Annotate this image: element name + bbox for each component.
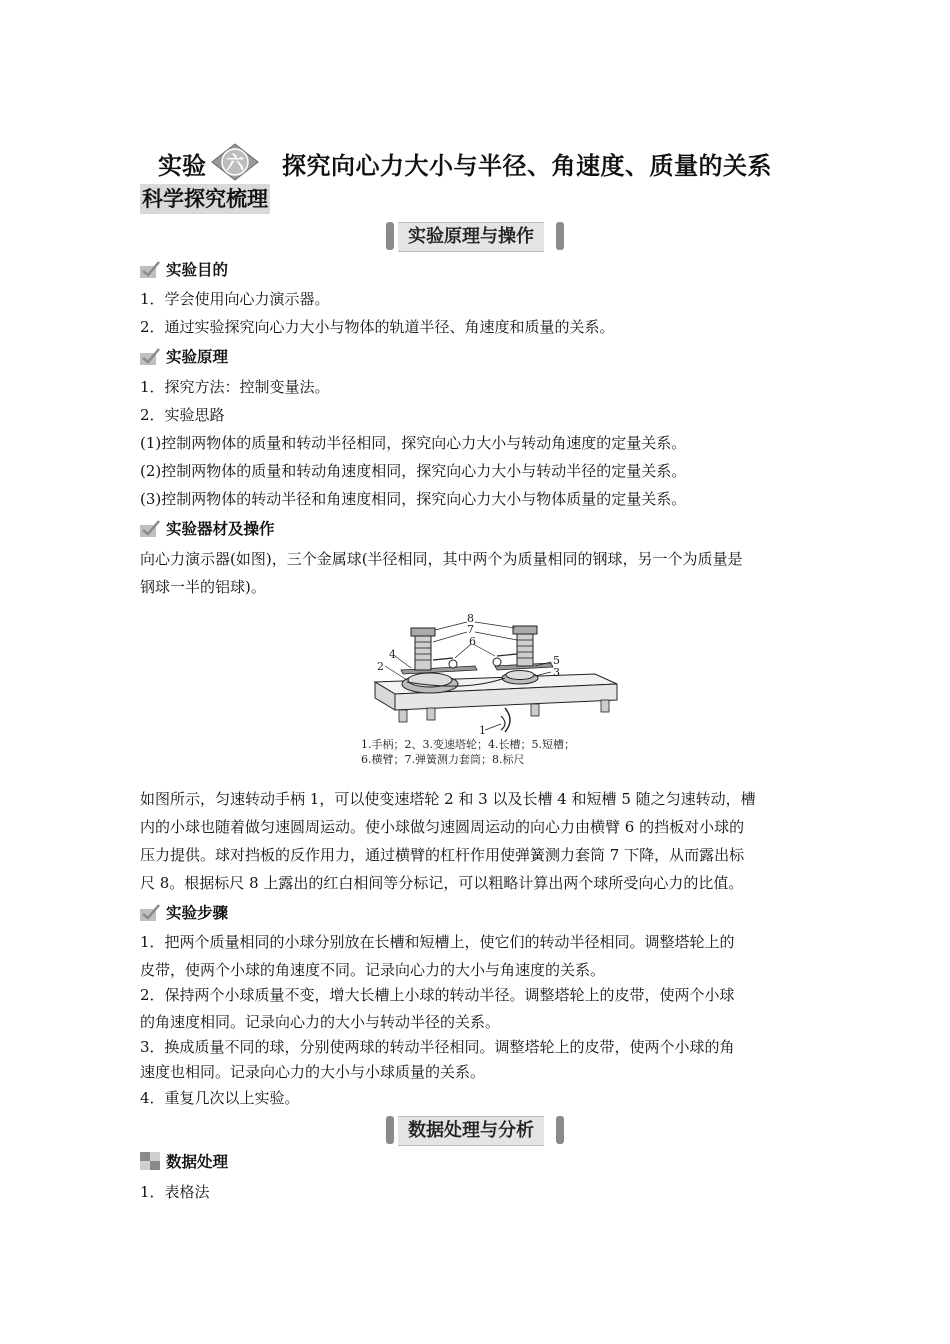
experiment-number-badge (210, 142, 260, 182)
label-3: 3 (553, 666, 560, 679)
purpose-item: 1．学会使用向心力演示器。 (140, 290, 330, 308)
description-line: 内的小球也随着做匀速圆周运动。使小球做匀速圆周运动的向心力由横臂 6 的挡板对小球的 (140, 818, 745, 836)
banner-right-bar (556, 1116, 564, 1144)
data-processing-item: 1．表格法 (140, 1183, 210, 1201)
centripetal-force-apparatus-figure (355, 612, 635, 772)
description-line: 尺 8。根据标尺 8 上露出的红白相间等分标记，可以粗略计算出两个球所受向心力的比值。 (140, 874, 744, 892)
banner-data-analysis (386, 1116, 566, 1144)
step-line: 2．保持两个小球质量不变，增大长槽上小球的转动半径。调整塔轮上的皮带，使两个小球 (140, 986, 735, 1004)
label-1: 1 (479, 724, 486, 737)
subheading-label: 实验原理 (166, 348, 229, 366)
title-row (158, 142, 858, 182)
principle-item: (3)控制两物体的转动半径和角速度相同，探究向心力大小与物体质量的定量关系。 (140, 490, 687, 508)
figure-caption-line2: 6.横臂；7.弹簧测力套筒；8.标尺 (361, 753, 525, 766)
description-line: 压力提供。球对挡板的反作用力，通过横臂的杠杆作用使弹簧测力套筒 7 下降，从而露出标 (140, 846, 745, 864)
purpose-item: 2．通过实验探究向心力大小与物体的轨道半径、角速度和质量的关系。 (140, 318, 615, 336)
subheading-label: 实验器材及操作 (166, 520, 275, 538)
subheading-principle (140, 344, 228, 368)
title-prefix: 实验 (158, 152, 206, 180)
principle-item: 1．探究方法：控制变量法。 (140, 378, 330, 396)
figure-caption-line1: 1.手柄；2、3.变速塔轮；4.长槽；5.短槽； (361, 738, 575, 751)
section-heading: 科学探究梳理 (140, 184, 270, 214)
banner-label: 数据处理与分析 (398, 1116, 544, 1146)
banner-left-bar (386, 1116, 394, 1144)
step-line: 的角速度相同。记录向心力的大小与转动半径的关系。 (140, 1013, 501, 1031)
label-6: 6 (469, 635, 476, 648)
square-block-icon (140, 1152, 160, 1170)
principle-item: (1)控制两物体的质量和转动半径相同，探究向心力大小与转动角速度的定量关系。 (140, 434, 687, 452)
principle-item: (2)控制两物体的质量和转动角速度相同，探究向心力大小与转动半径的定量关系。 (140, 462, 687, 480)
subheading-label: 实验目的 (166, 261, 229, 279)
subheading-label: 实验步骤 (166, 904, 229, 922)
page-title: 探究向心力大小与半径、角速度、质量的关系 (282, 152, 772, 180)
banner-label: 实验原理与操作 (398, 222, 544, 252)
subheading-data-processing (140, 1149, 228, 1173)
check-mark-icon (140, 260, 160, 278)
step-line: 1．把两个质量相同的小球分别放在长槽和短槽上，使它们的转动半径相同。调整塔轮上的 (140, 933, 735, 951)
label-8: 8 (467, 612, 474, 625)
subheading-purpose (140, 257, 228, 281)
label-5: 5 (553, 654, 560, 667)
label-7: 7 (467, 623, 474, 636)
subheading-steps (140, 900, 228, 924)
step-line: 速度也相同。记录向心力的大小与小球质量的关系。 (140, 1063, 486, 1081)
check-mark-icon (140, 519, 160, 537)
step-line: 皮带，使两个小球的角速度不同。记录向心力的大小与角速度的关系。 (140, 961, 606, 979)
step-line: 4．重复几次以上实验。 (140, 1089, 300, 1107)
step-line: 3．换成质量不同的球，分别使两球的转动半径相同。调整塔轮上的皮带，使两个小球的角 (140, 1038, 735, 1056)
banner-right-bar (556, 222, 564, 250)
principle-item: 2．实验思路 (140, 406, 225, 424)
badge-number: 六 (226, 153, 244, 174)
equipment-line: 钢球一半的铝球)。 (140, 578, 266, 596)
subheading-equipment (140, 516, 275, 540)
label-4: 4 (389, 648, 396, 661)
check-mark-icon (140, 347, 160, 365)
banner-left-bar (386, 222, 394, 250)
equipment-line: 向心力演示器(如图)，三个金属球(半径相同，其中两个为质量相同的钢球，另一个为质量是 (140, 550, 743, 568)
subheading-label: 数据处理 (166, 1153, 229, 1171)
check-mark-icon (140, 903, 160, 921)
description-line: 如图所示，匀速转动手柄 1，可以使变速塔轮 2 和 3 以及长槽 4 和短槽 5 随之匀速转动，槽 (140, 790, 756, 808)
label-2: 2 (377, 660, 384, 673)
banner-principle-operation (386, 222, 566, 250)
